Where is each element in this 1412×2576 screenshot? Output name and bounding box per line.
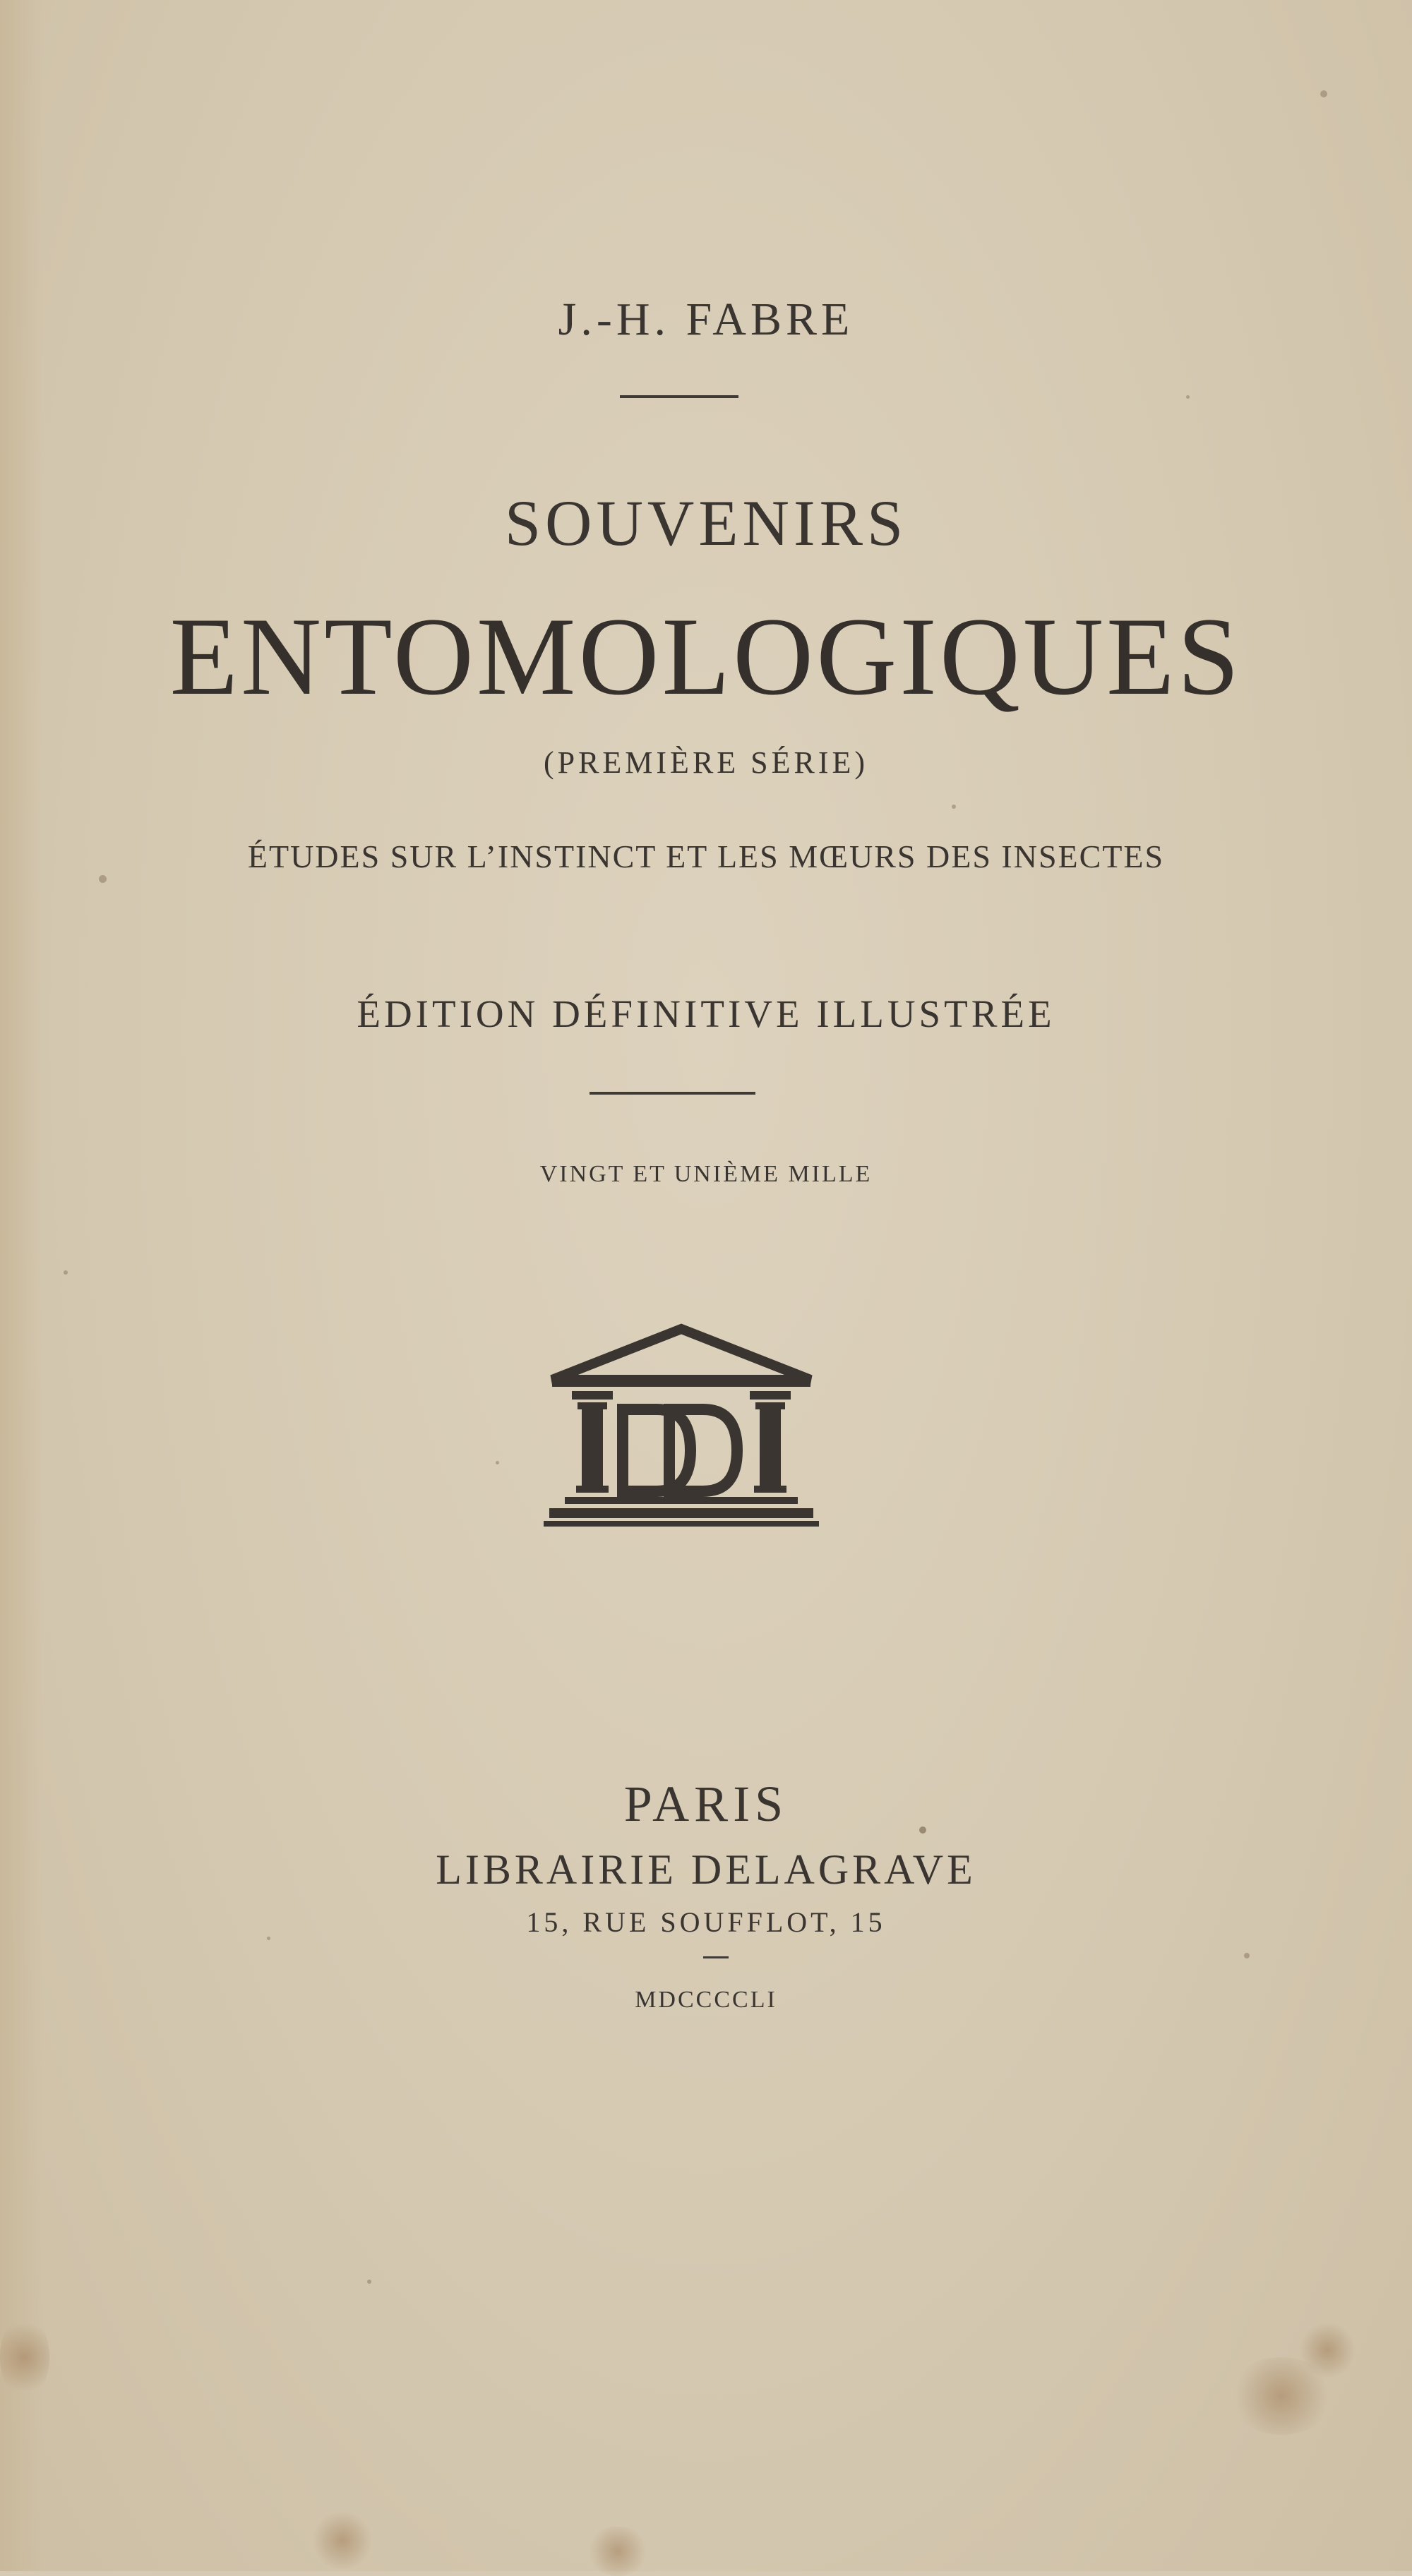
edition-label: ÉDITION DÉFINITIVE ILLUSTRÉE — [357, 992, 1055, 1035]
author-name: J.-H. FABRE — [558, 294, 854, 345]
subtitle: ÉTUDES SUR L’INSTINCT ET LES MŒURS DES INSECTES — [247, 838, 1165, 874]
imprint-address: 15, RUE SOUFFLOT, 15 — [526, 1906, 886, 1938]
paper-speck — [496, 1461, 499, 1464]
paper-speck — [1320, 90, 1327, 97]
paper-speck — [99, 875, 107, 883]
title-line-souvenirs: SOUVENIRS — [504, 487, 908, 559]
paper-speck — [1186, 395, 1190, 399]
series-label: (PREMIÈRE SÉRIE) — [543, 745, 869, 780]
paper-speck — [952, 805, 956, 809]
paper-speck — [367, 2280, 371, 2284]
divider-rule — [590, 1092, 755, 1095]
paper-speck — [64, 1270, 68, 1275]
paper-stain — [1299, 2322, 1356, 2378]
divider-rule — [620, 395, 738, 398]
printing-label: VINGT ET UNIÈME MILLE — [539, 1161, 873, 1187]
imprint-year: MDCCCCLI — [635, 1987, 777, 2013]
paper-stain — [0, 2315, 49, 2400]
temple-monogram-icon — [544, 1323, 819, 1549]
imprint-city: PARIS — [623, 1776, 789, 1832]
page-edge-shading — [0, 0, 42, 2571]
title-line-entomologiques: ENTOMOLOGIQUES — [169, 595, 1243, 718]
divider-rule — [703, 1956, 729, 1958]
paper-stain — [586, 2527, 650, 2576]
paper-stain — [311, 2512, 374, 2569]
imprint-publisher: LIBRAIRIE DELAGRAVE — [436, 1846, 976, 1893]
paper-speck — [1244, 1953, 1250, 1958]
